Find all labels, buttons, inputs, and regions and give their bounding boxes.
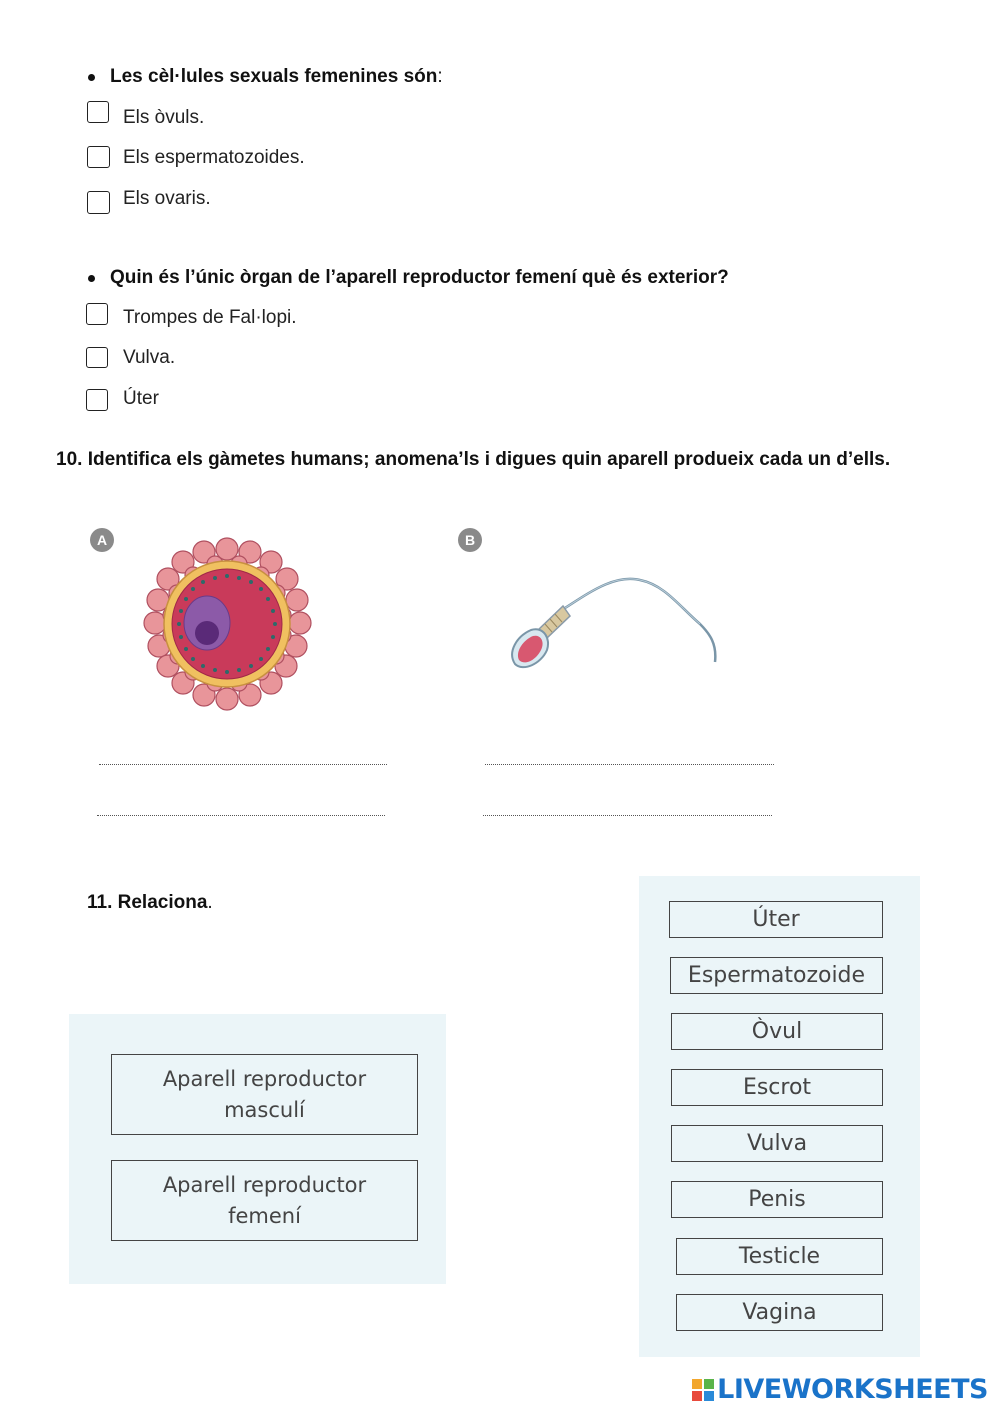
right-match-panel (639, 876, 920, 1357)
checkbox-trompes[interactable] (86, 303, 108, 325)
answer-line-b-name[interactable] (485, 764, 774, 765)
bullet-point (88, 275, 95, 282)
match-item-vulva[interactable]: Vulva (671, 1125, 883, 1162)
match-item-penis[interactable]: Penis (671, 1181, 883, 1218)
match-target-femeni[interactable] (111, 1160, 418, 1241)
answer-line-a-apparatus[interactable] (97, 815, 385, 816)
match-item-espermatozoide[interactable]: Espermatozoide (670, 957, 883, 994)
question-title (110, 66, 443, 88)
option-label: Trompes de Fal·lopi. (123, 307, 297, 328)
answer-line-a-name[interactable] (99, 764, 387, 765)
match-item-uter[interactable]: Úter (669, 901, 883, 938)
sperm-cell-illustration (505, 572, 725, 677)
label-a-badge: A (90, 528, 114, 552)
bullet-point (88, 74, 95, 81)
option-label: Vulva. (123, 347, 176, 368)
checkbox-vulva[interactable] (86, 347, 108, 368)
match-item-escrot[interactable]: Escrot (671, 1069, 883, 1106)
match-item-vagina[interactable]: Vagina (676, 1294, 883, 1331)
match-target-masculi[interactable] (111, 1054, 418, 1135)
checkbox-espermatozoides[interactable] (87, 146, 110, 168)
box-label-line: Aparell reproductor (162, 1066, 367, 1091)
answer-line-b-apparatus[interactable] (483, 815, 772, 816)
question-11-title (87, 892, 213, 914)
question-title: Quin és l’únic òrgan de l’aparell reproductor femení què és exterior? (110, 267, 729, 288)
liveworksheets-logo (691, 1374, 988, 1405)
option-label: Els espermatozoides. (123, 147, 305, 168)
checkbox-uter[interactable] (86, 389, 108, 411)
box-label-line: Aparell reproductor (162, 1172, 367, 1197)
egg-cell-illustration (140, 535, 315, 713)
option-label: Úter (123, 388, 159, 409)
question-punctuation: : (437, 66, 443, 87)
logo-text: LIVEWORKSHEETS (717, 1374, 988, 1405)
question-text: 11. Relaciona (87, 892, 208, 913)
question-text: Les cèl·lules sexuals femenines són (110, 66, 438, 87)
box-label-line: masculí (224, 1097, 305, 1122)
match-item-ovul[interactable]: Òvul (671, 1013, 883, 1050)
logo-squares-icon (691, 1378, 715, 1402)
option-label: Els òvuls. (123, 107, 205, 128)
box-label-line: femení (228, 1203, 301, 1228)
label-b-badge: B (458, 528, 482, 552)
match-item-testicle[interactable]: Testicle (676, 1238, 883, 1275)
option-label: Els ovaris. (123, 188, 211, 209)
checkbox-ovaris[interactable] (87, 191, 110, 214)
question-punctuation: . (207, 892, 213, 913)
question-10-title: 10. Identifica els gàmetes humans; anomena’ls i digues quin aparell produeix cada un d’ells. (56, 449, 891, 470)
checkbox-ovuls[interactable] (87, 101, 109, 123)
